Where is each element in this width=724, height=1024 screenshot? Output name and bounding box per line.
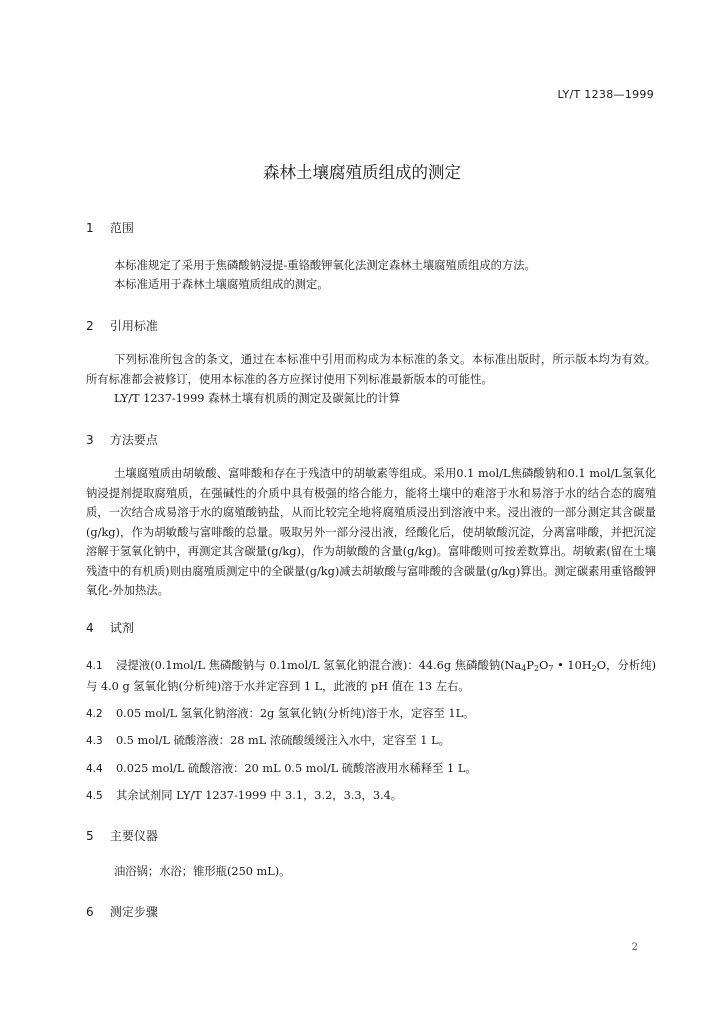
- standard-code: LY/T 1238—1999: [557, 88, 654, 101]
- document-title: 森林土壤腐殖质组成的测定: [263, 163, 461, 182]
- section-heading-method-principle: [86, 431, 158, 448]
- item-number: 4.3: [86, 735, 103, 747]
- section-title: 测定步骤: [109, 905, 158, 919]
- item-text: 0.05 mol/L 氢氧化钠溶液：2g 氢氧化钠(分析纯)溶于水，定容至 1L。: [116, 707, 475, 720]
- reagent-item: [86, 731, 656, 752]
- section-title: 引用标准: [109, 319, 158, 333]
- item-text: • 10H: [553, 659, 592, 672]
- reagent-item: [86, 656, 656, 696]
- subscript: 2: [533, 664, 540, 673]
- item-number: 4.5: [86, 790, 103, 802]
- item-number: 4.1: [86, 660, 103, 672]
- item-text: 0.025 mol/L 硫酸溶液：20 mL 0.5 mol/L 硫酸溶液用水稀释至 1 L。: [116, 762, 477, 775]
- section-title: 范围: [109, 221, 134, 235]
- item-number: 4.4: [86, 763, 103, 775]
- paragraph: 土壤腐殖质由胡敏酸、富啡酸和存在于残渣中的胡敏素等组成。采用0.1 mol/L焦磷酸钠和0.1 mol/L氢氧化钠浸提剂提取腐殖质，在强碱性的介质中具有极强的络合能力，能将土壤中的难溶于水和易溶于水的结合态的腐殖质，一次结合成易溶于水的腐殖酸钠盐，从而比较完全地将腐殖质浸出到溶液中来。浸出液的一部分测定其含碳量(g/kg)，作为胡敏酸与富啡酸的总量。吸取另外一部分浸出液，经酸化后，使胡敏酸沉淀，分离富啡酸，并把沉淀溶解于氢氧化钠中，再测定其含碳量(g/kg)，作为胡敏酸的含量(g/kg)。富啡酸则可按差数算出。胡敏素(留在土壤残渣中的有机质)则由腐殖质测定中的全碳量(g/kg)减去胡敏酸与富啡酸的含碳量(g/kg)算出。测定碳素用重铬酸钾氧化-外加热法。: [86, 467, 656, 597]
- paragraph: 油浴锅；水浴；锥形瓶(250 mL)。: [114, 865, 291, 878]
- paragraph: 本标准规定了采用于焦磷酸钠浸提-重铬酸钾氧化法测定森林土壤腐殖质组成的方法。: [114, 259, 536, 272]
- item-text: 浸提液(0.1mol/L 焦磷酸钠与 0.1mol/L 氢氧化钠混合液)：44.6g 焦磷酸钠(Na: [116, 659, 522, 672]
- section-heading-references: [86, 317, 158, 334]
- item-number: 4.2: [86, 708, 103, 720]
- reagent-item: [86, 786, 656, 807]
- section-title: 主要仪器: [109, 829, 158, 843]
- paragraph: 本标准适用于森林土壤腐殖质组成的测定。: [114, 278, 329, 291]
- section-number: 4: [86, 621, 94, 635]
- subscript: 7: [548, 664, 554, 673]
- section-number: 5: [86, 829, 94, 843]
- item-text: 0.5 mol/L 硫酸溶液：28 mL 浓硫酸缓缓注入水中，定容至 1 L。: [116, 734, 450, 747]
- section-number: 3: [86, 433, 94, 447]
- section-number: 6: [86, 905, 94, 919]
- section-title: 试剂: [109, 621, 134, 635]
- section-number: 2: [86, 319, 94, 333]
- item-text: O: [539, 659, 549, 672]
- section-heading-apparatus: [86, 827, 158, 844]
- subscript: 4: [521, 664, 527, 673]
- section-heading-scope: [86, 219, 134, 236]
- section-heading-procedure: [86, 903, 158, 920]
- section-heading-reagents: [86, 619, 134, 636]
- item-text: P: [526, 659, 534, 672]
- section-number: 1: [86, 221, 94, 235]
- reference-item: LY/T 1237-1999 森林土壤有机质的测定及碳氮比的计算: [114, 392, 401, 405]
- reagent-item: [86, 759, 656, 780]
- paragraph: 下列标准所包含的条文，通过在本标准中引用而构成为本标准的条文。本标准出版时，所示版本均为有效。所有标准都会被修订，使用本标准的各方应探讨使用下列标准最新版本的可能性。: [86, 353, 656, 386]
- item-text: O，分析纯)与 4.0 g 氢氧化钠(分析纯)溶于水并定容到 1 L，此液的 pH 值在 13 左右。: [86, 659, 656, 693]
- subscript: 2: [591, 664, 597, 673]
- reagent-item: [86, 704, 656, 725]
- section-title: 方法要点: [109, 433, 158, 447]
- page-number: 2: [631, 942, 638, 953]
- item-text: 其余试剂同 LY/T 1237-1999 中 3.1，3.2，3.3，3.4。: [116, 789, 403, 802]
